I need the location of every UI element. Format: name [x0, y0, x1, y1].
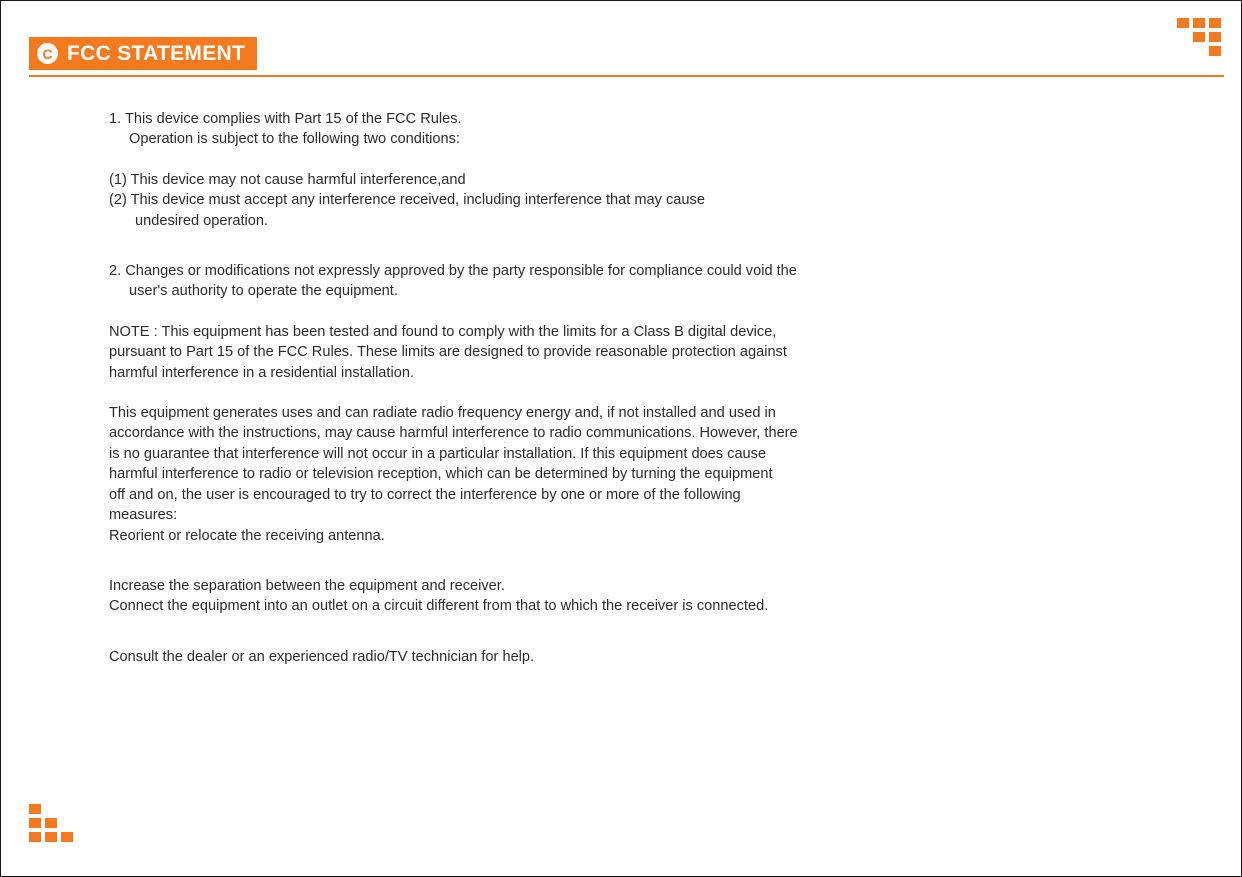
- energy-line: This equipment generates uses and can radiate radio frequency energy and, if not installed and used in: [109, 405, 776, 422]
- item1-line2: Operation is subject to the following two conditions:: [129, 131, 460, 148]
- note-line: NOTE : This equipment has been tested and found to comply with the limits for a Class B digital device,: [109, 323, 777, 340]
- measure-separation: Increase the separation between the equipment and receiver.: [109, 577, 505, 594]
- condition-2-line2: undesired operation.: [135, 212, 269, 229]
- note-line: harmful interference in a residential installation.: [109, 364, 415, 381]
- energy-line: harmful interference to radio or television reception, which can be determined by turning the equipment: [109, 466, 773, 483]
- item2-line2: user's authority to operate the equipment.: [129, 283, 398, 300]
- note-line: pursuant to Part 15 of the FCC Rules. These limits are designed to provide reasonable protection against: [109, 344, 787, 361]
- energy-line: off and on, the user is encouraged to try to correct the interference by one or more of the following: [109, 486, 741, 503]
- energy-line: Reorient or relocate the receiving antenna.: [109, 527, 385, 544]
- fcc-logo-icon: C: [37, 43, 58, 64]
- energy-line: is no guarantee that interference will not occur in a particular installation. If this equipment does cause: [109, 445, 767, 462]
- title-badge: [29, 37, 257, 70]
- energy-line: measures:: [109, 507, 178, 524]
- item1-line1: 1. This device complies with Part 15 of the FCC Rules.: [109, 111, 462, 127]
- condition-2-line1: (2) This device must accept any interference received, including interference that may cause: [109, 192, 705, 209]
- page-title: FCC STATEMENT: [67, 41, 246, 65]
- condition-1: (1) This device may not cause harmful interference,and: [109, 171, 466, 188]
- measure-outlet: Connect the equipment into an outlet on a circuit different from that to which the receiver is connected.: [109, 598, 769, 615]
- item2-line1: 2. Changes or modifications not expressly approved by the party responsible for compliance could void the: [109, 263, 797, 280]
- energy-line: accordance with the instructions, may cause harmful interference to radio communications. However, there: [109, 425, 798, 442]
- statement-body: [109, 109, 949, 667]
- corner-squares-top-right-icon: [1177, 18, 1223, 70]
- corner-squares-bottom-left-icon: [29, 804, 75, 856]
- title-divider: [29, 75, 1224, 77]
- consult-line: Consult the dealer or an experienced radio/TV technician for help.: [109, 648, 535, 665]
